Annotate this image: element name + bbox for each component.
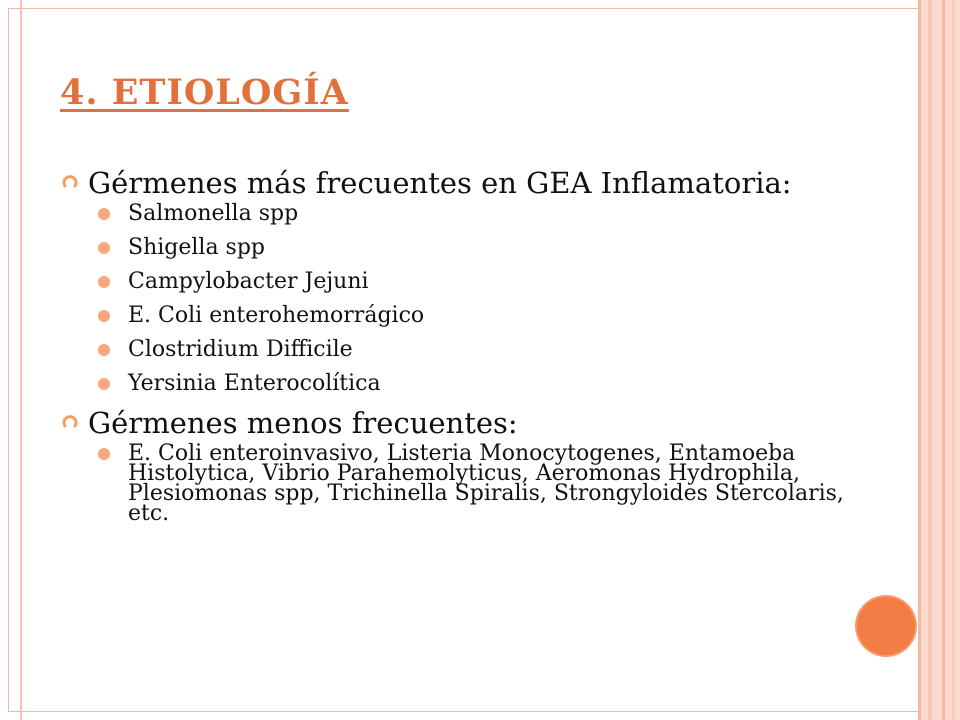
list-item xyxy=(98,371,862,396)
circle-arc-bullet-icon xyxy=(62,174,78,190)
list-item xyxy=(98,201,862,226)
dot-bullet-icon xyxy=(98,378,110,390)
right-stripe xyxy=(918,0,921,720)
list-item xyxy=(98,235,862,260)
dot-bullet-icon xyxy=(98,344,110,356)
list-item-text: Shigella spp xyxy=(128,235,266,260)
bullet-list xyxy=(62,441,862,526)
decorative-circle xyxy=(857,597,915,655)
section-heading-text: Gérmenes menos frecuentes: xyxy=(88,406,518,440)
list-item xyxy=(98,441,862,526)
section-heading xyxy=(62,408,862,438)
right-stripe xyxy=(952,0,955,720)
right-stripe xyxy=(928,0,932,720)
list-item-text: E. Coli enteroinvasivo, Listeria Monocytogenes, Entamoeba Histolytica, Vibrio Parahemolyticus, Aeromonas Hydrophila, Plesiomonas spp, Trichinella Spiralis, Strongyloides Stercolaris, etc. xyxy=(128,441,844,526)
list-item xyxy=(98,303,862,328)
slide-content xyxy=(62,168,862,538)
list-item xyxy=(98,269,862,294)
dot-bullet-icon xyxy=(98,242,110,254)
list-item-text: Clostridium Difficile xyxy=(128,337,353,362)
dot-bullet-icon xyxy=(98,208,110,220)
list-item-text: Salmonella spp xyxy=(128,201,299,226)
dot-bullet-icon xyxy=(98,448,110,460)
list-item xyxy=(98,337,862,362)
right-stripe xyxy=(942,0,945,720)
section-heading-text: Gérmenes más frecuentes en GEA Inflamatoria: xyxy=(88,166,792,200)
list-item-text: Campylobacter Jejuni xyxy=(128,269,369,294)
dot-bullet-icon xyxy=(98,310,110,322)
list-item-text: E. Coli enterohemorrágico xyxy=(128,303,425,328)
section-heading xyxy=(62,168,862,198)
slide-title: 4. ETIOLOGÍA xyxy=(60,72,349,113)
circle-arc-bullet-icon xyxy=(62,414,78,430)
list-item-text: Yersinia Enterocolítica xyxy=(128,371,381,396)
frame-left-line xyxy=(20,0,22,720)
bullet-list xyxy=(62,201,862,396)
dot-bullet-icon xyxy=(98,276,110,288)
